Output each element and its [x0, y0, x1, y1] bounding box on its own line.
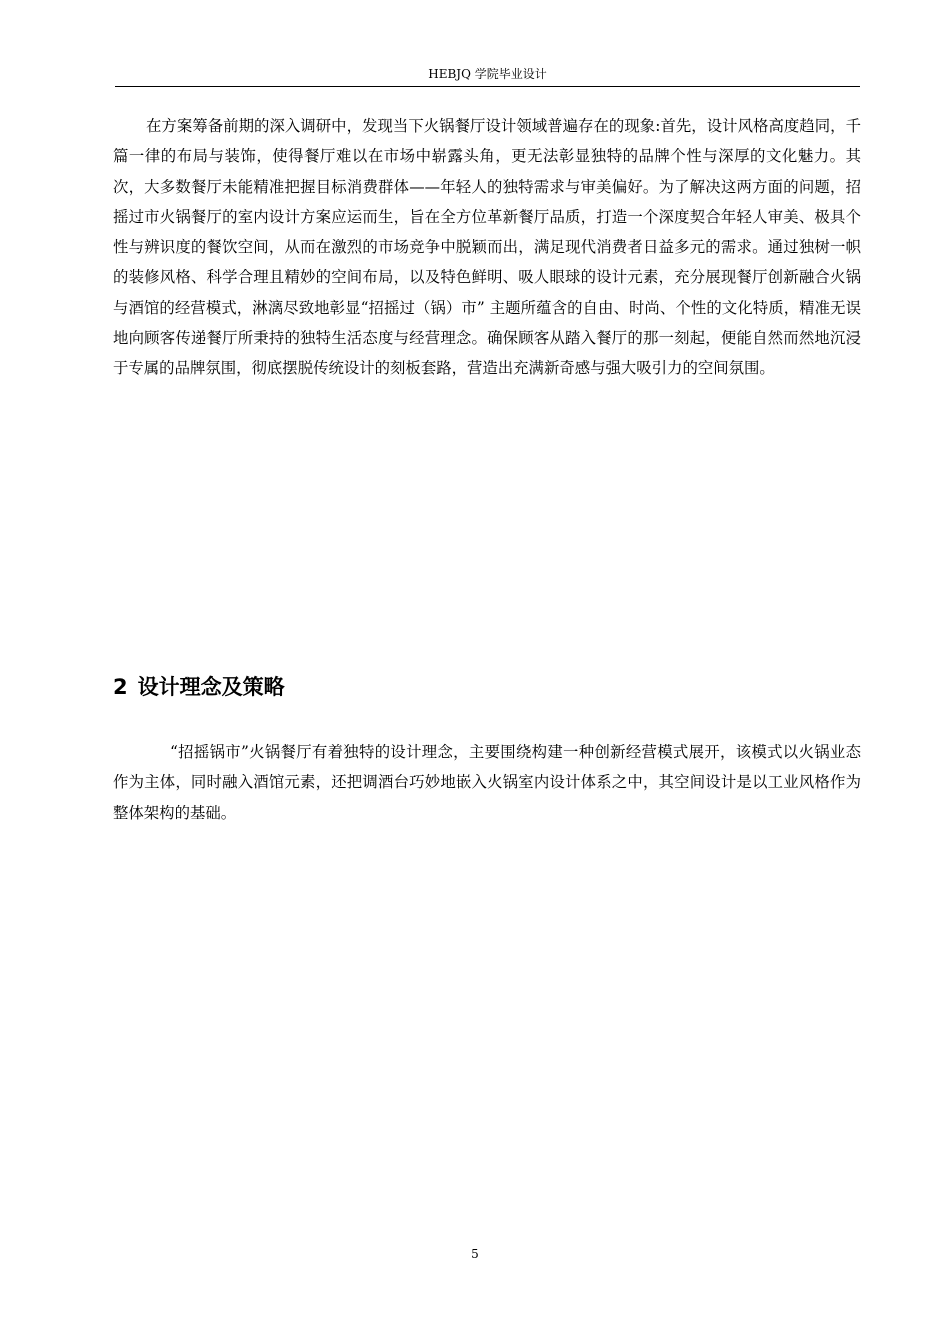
- body-paragraph-intro: 在方案筹备前期的深入调研中，发现当下火锅餐厅设计领域普遍存在的现象:首先，设计风格高度趋同，千篇一律的布局与装饰，使得餐厅难以在市场中崭露头角，更无法彰显独特的品牌个性与深厚的文化魅力。其次，大多数餐厅未能精准把握目标消费群体——年轻人的独特需求与审美偏好。为了解决这两方面的问题，招摇过市火锅餐厅的室内设计方案应运而生，旨在全方位革新餐厅品质，打造一个深度契合年轻人审美、极具个性与辨识度的餐饮空间，从而在激烈的市场竞争中脱颖而出，满足现代消费者日益多元的需求。通过独树一帜的装修风格、科学合理且精妙的空间布局，以及特色鲜明、吸人眼球的设计元素，充分展现餐厅创新融合火锅与酒馆的经营模式，淋漓尽致地彰显“招摇过（锅）市” 主题所蕴含的自由、时尚、个性的文化特质，精准无误地向顾客传递餐厅所秉持的独特生活态度与经营理念。确保顾客从踏入餐厅的那一刻起，便能自然而然地沉浸于专属的品牌氛围，彻底摆脱传统设计的刻板套路，营造出充满新奇感与强大吸引力的空间氛围。: [113, 117, 861, 378]
- page-header: HEBJQ 学院毕业设计: [428, 67, 547, 81]
- page-number: 5: [471, 1247, 479, 1261]
- section-number: 2: [113, 675, 128, 699]
- section-title: 设计理念及策略: [137, 675, 285, 699]
- body-paragraph-design-concept: “招摇锅市”火锅餐厅有着独特的设计理念，主要围绕构建一种创新经营模式展开，该模式以火锅业态作为主体，同时融入酒馆元素，还把调酒台巧妙地嵌入火锅室内设计体系之中，其空间设计是以工业风格作为整体架构的基础。: [113, 743, 861, 822]
- header-rule: [115, 86, 860, 87]
- section-heading: [113, 672, 285, 702]
